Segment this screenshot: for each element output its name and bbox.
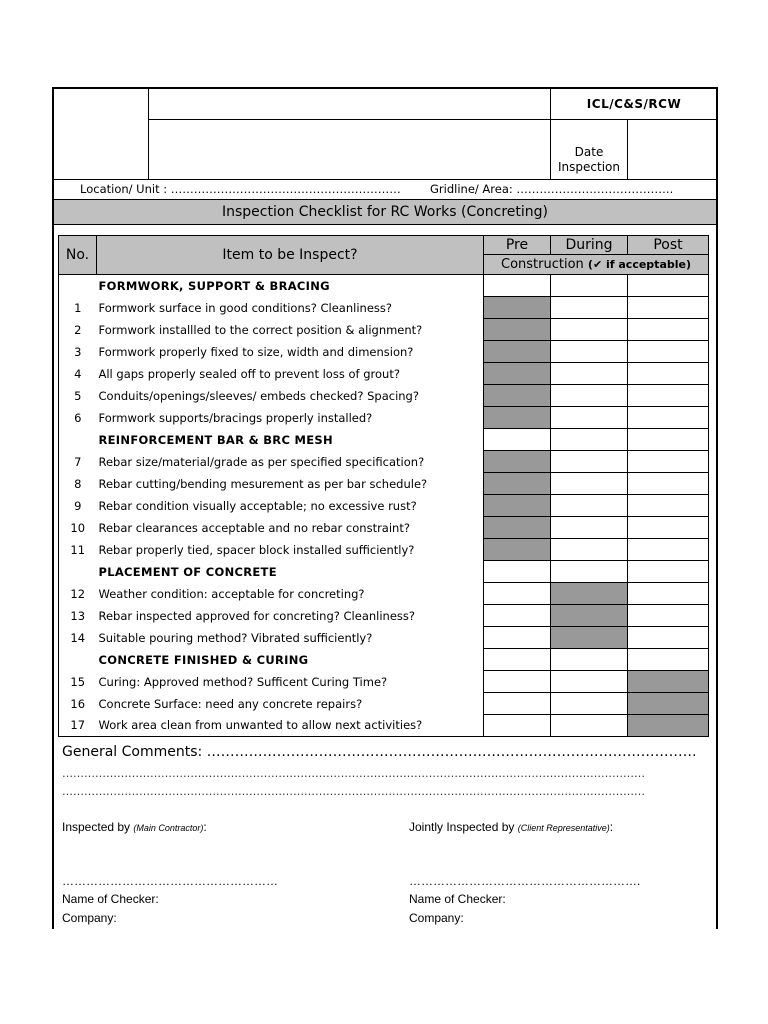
post-check-cell[interactable] — [628, 363, 709, 385]
checklist-row — [59, 407, 709, 429]
during-check-cell — [551, 583, 628, 605]
item-number: 1 — [59, 297, 97, 319]
post-check-cell — [628, 693, 709, 715]
item-text: Formwork installled to the correct position & alignment? — [98, 322, 423, 337]
pre-check-cell[interactable] — [484, 429, 551, 451]
checker-name-label: Name of Checker: — [62, 892, 159, 906]
item-number: 11 — [59, 539, 97, 561]
pre-check-cell[interactable] — [484, 671, 551, 693]
during-check-cell[interactable] — [551, 429, 628, 451]
post-check-cell[interactable] — [628, 341, 709, 363]
item-number: 8 — [59, 473, 97, 495]
item-text: Rebar properly tied, spacer block installed sufficiently? — [98, 542, 415, 557]
during-check-cell[interactable] — [551, 671, 628, 693]
post-check-cell — [628, 671, 709, 693]
during-check-cell[interactable] — [551, 275, 628, 297]
post-check-cell[interactable] — [628, 495, 709, 517]
pre-check-cell — [484, 297, 551, 319]
item-text: Suitable pouring method? Vibrated sufficiently? — [98, 630, 373, 645]
section-title: REINFORCEMENT BAR & BRC MESH — [98, 432, 333, 447]
location-row — [54, 179, 716, 199]
checklist-row — [59, 671, 709, 693]
jointly-inspected-label: Jointly Inspected by (Client Representative): — [409, 820, 614, 834]
checklist-row — [59, 715, 709, 737]
pre-check-cell[interactable] — [484, 649, 551, 671]
item-number: 16 — [59, 693, 97, 715]
during-check-cell[interactable] — [551, 473, 628, 495]
post-check-cell[interactable] — [628, 605, 709, 627]
post-check-cell[interactable] — [628, 429, 709, 451]
pre-check-cell — [484, 517, 551, 539]
pre-column-header: Pre — [484, 236, 551, 255]
item-text: Work area clean from unwanted to allow next activities? — [97, 715, 484, 737]
pre-check-cell — [484, 319, 551, 341]
item-number: 10 — [59, 517, 97, 539]
item-text: Formwork surface in good conditions? Cleanliness? — [98, 300, 392, 315]
section-title: PLACEMENT OF CONCRETE — [98, 564, 277, 579]
pre-check-cell[interactable] — [484, 605, 551, 627]
item-number: 5 — [59, 385, 97, 407]
pre-check-cell — [484, 341, 551, 363]
form-header — [54, 89, 716, 180]
checklist-row — [59, 319, 709, 341]
pre-check-cell[interactable] — [484, 693, 551, 715]
pre-check-cell[interactable] — [484, 561, 551, 583]
signature-line[interactable]: ……………………………………………… — [62, 874, 278, 888]
during-check-cell — [551, 627, 628, 649]
during-check-cell — [551, 605, 628, 627]
item-number: 9 — [59, 495, 97, 517]
item-text: Concrete Surface: need any concrete repairs? — [98, 696, 363, 711]
pre-check-cell — [484, 495, 551, 517]
signature-line[interactable]: …………………………………………………. — [409, 874, 641, 888]
post-check-cell[interactable] — [628, 649, 709, 671]
checklist-row — [59, 539, 709, 561]
post-check-cell — [628, 715, 709, 737]
section-row — [59, 649, 709, 671]
pre-check-cell — [484, 473, 551, 495]
comment-line[interactable]: …………………………………………………………………………………………………………………………………………… — [62, 785, 645, 798]
section-row — [59, 561, 709, 583]
checklist-row — [59, 385, 709, 407]
item-text: Rebar inspected approved for concreting? Cleanliness? — [98, 608, 416, 623]
post-check-cell[interactable] — [628, 451, 709, 473]
item-number: 4 — [59, 363, 97, 385]
during-check-cell[interactable] — [551, 495, 628, 517]
item-column-header: Item to be Inspect? — [97, 236, 484, 275]
item-text: All gaps properly sealed off to prevent loss of grout? — [98, 366, 400, 381]
general-comments[interactable]: General Comments: …………………………………………………………………………………………… — [62, 744, 697, 760]
during-check-cell[interactable] — [551, 517, 628, 539]
gridline-field[interactable]: Gridline/ Area: ………………………………….. — [430, 182, 674, 196]
pre-check-cell[interactable] — [484, 583, 551, 605]
company-label: Company: — [409, 911, 464, 925]
post-check-cell[interactable] — [628, 385, 709, 407]
pre-check-cell — [484, 385, 551, 407]
company-label: Company: — [62, 911, 117, 925]
item-number: 15 — [59, 671, 97, 693]
checklist-row — [59, 583, 709, 605]
item-number: 3 — [59, 341, 97, 363]
during-check-cell[interactable] — [551, 693, 628, 715]
section-number — [59, 561, 97, 583]
section-row — [59, 429, 709, 451]
post-check-cell[interactable] — [628, 407, 709, 429]
item-text: Rebar size/material/grade as per specified specification? — [98, 454, 425, 469]
location-field[interactable]: Location/ Unit : …………………………………………………… — [80, 182, 401, 196]
item-text: Rebar clearances acceptable and no rebar constraint? — [98, 520, 410, 535]
post-check-cell[interactable] — [628, 539, 709, 561]
pre-check-cell — [484, 407, 551, 429]
during-check-cell[interactable] — [551, 407, 628, 429]
checklist-row — [59, 473, 709, 495]
during-check-cell[interactable] — [551, 649, 628, 671]
during-check-cell[interactable] — [551, 363, 628, 385]
pre-check-cell[interactable] — [484, 715, 551, 737]
during-check-cell[interactable] — [551, 561, 628, 583]
checklist-row — [59, 627, 709, 649]
section-row — [59, 275, 709, 297]
post-column-header: Post — [628, 236, 709, 255]
item-number: 17 — [59, 715, 97, 737]
no-column-header: No. — [59, 236, 97, 275]
post-check-cell[interactable] — [628, 297, 709, 319]
section-title: FORMWORK, SUPPORT & BRACING — [98, 278, 330, 293]
post-check-cell[interactable] — [628, 627, 709, 649]
post-check-cell[interactable] — [628, 275, 709, 297]
item-number: 6 — [59, 407, 97, 429]
construction-header: Construction (✔ if acceptable) — [484, 255, 709, 275]
date-inspection-label: Date Inspection — [558, 145, 620, 174]
item-text: Rebar cutting/bending mesurement as per bar schedule? — [98, 476, 428, 491]
during-check-cell[interactable] — [551, 451, 628, 473]
item-number: 2 — [59, 319, 97, 341]
item-text: Formwork properly fixed to size, width and dimension? — [98, 344, 414, 359]
checklist-row — [59, 495, 709, 517]
comment-line[interactable]: …………………………………………………………………………………………………………………………………………… — [62, 767, 645, 780]
checklist-row — [59, 451, 709, 473]
inspected-by-label: Inspected by (Main Contractor): — [62, 820, 207, 834]
pre-check-cell[interactable] — [484, 275, 551, 297]
pre-check-cell — [484, 363, 551, 385]
item-text: Formwork supports/bracings properly installed? — [98, 410, 373, 425]
post-check-cell[interactable] — [628, 473, 709, 495]
section-number — [59, 649, 97, 671]
item-text: Weather condition: acceptable for concreting? — [98, 586, 365, 601]
item-text: Rebar condition visually acceptable; no excessive rust? — [98, 498, 417, 513]
post-check-cell[interactable] — [628, 583, 709, 605]
post-check-cell[interactable] — [628, 319, 709, 341]
during-check-cell[interactable] — [551, 297, 628, 319]
item-number: 14 — [59, 627, 97, 649]
during-column-header: During — [551, 236, 628, 255]
checklist-row — [59, 341, 709, 363]
item-number: 7 — [59, 451, 97, 473]
section-number — [59, 275, 97, 297]
post-check-cell[interactable] — [628, 561, 709, 583]
during-check-cell[interactable] — [551, 341, 628, 363]
item-text: Curing: Approved method? Sufficent Curing Time? — [98, 674, 388, 689]
pre-check-cell — [484, 539, 551, 561]
checklist-row — [59, 297, 709, 319]
section-number — [59, 429, 97, 451]
pre-check-cell — [484, 451, 551, 473]
inspection-form — [52, 87, 718, 929]
checklist-row — [59, 517, 709, 539]
item-number: 12 — [59, 583, 97, 605]
checklist-row — [59, 693, 709, 715]
checklist-table — [58, 235, 709, 737]
checker-name-label: Name of Checker: — [409, 892, 506, 906]
post-check-cell[interactable] — [628, 517, 709, 539]
item-text: Conduits/openings/sleeves/ embeds checked? Spacing? — [98, 388, 419, 403]
during-check-cell[interactable] — [551, 385, 628, 407]
page-title: Inspection Checklist for RC Works (Concreting) — [54, 199, 716, 225]
document-code: ICL/C&S/RCW — [586, 97, 682, 111]
during-check-cell[interactable] — [551, 539, 628, 561]
during-check-cell[interactable] — [551, 319, 628, 341]
section-title: CONCRETE FINISHED & CURING — [98, 652, 309, 667]
during-check-cell[interactable] — [551, 715, 628, 737]
checklist-row — [59, 605, 709, 627]
checklist-row — [59, 363, 709, 385]
item-number: 13 — [59, 605, 97, 627]
pre-check-cell[interactable] — [484, 627, 551, 649]
